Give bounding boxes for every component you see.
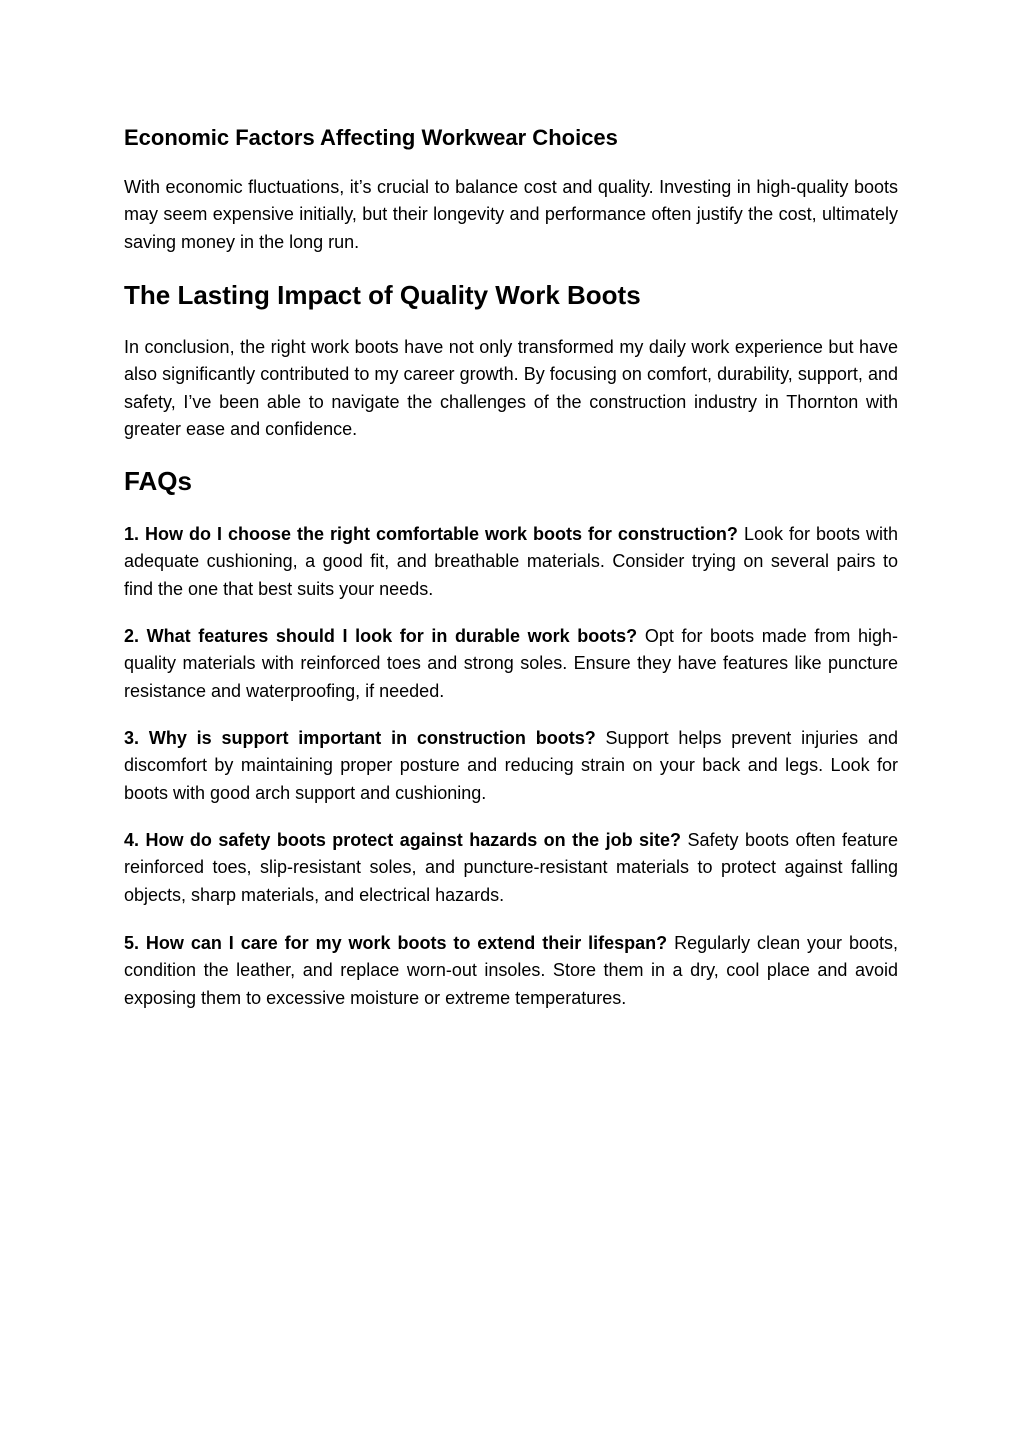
faq-item-2 (124, 623, 898, 705)
faq-question-3: 3. Why is support important in construction boots? (124, 728, 596, 748)
faq-answer-5: Regularly clean your boots, condition the leather, and replace worn-out insoles. Store them in a dry, cool place and avoid exposing them to excessive moisture or extreme temperatures. (124, 933, 898, 1008)
faq-answer-2: Opt for boots made from high-quality materials with reinforced toes and strong soles. Ensure they have features like puncture resistance and waterproofing, if needed. (124, 626, 898, 701)
faq-item-3 (124, 725, 898, 807)
faq-question-1: 1. How do I choose the right comfortable work boots for construction? (124, 524, 738, 544)
faq-item-1 (124, 521, 898, 603)
faq-question-4: 4. How do safety boots protect against hazards on the job site? (124, 830, 682, 850)
economic-paragraph: With economic fluctuations, it’s crucial to balance cost and quality. Investing in high-quality boots may seem expensive initially, but their longevity and performance often justify the cost, ultimately saving money in the long run. (124, 177, 898, 252)
economic-heading: Economic Factors Affecting Workwear Choices (124, 125, 618, 150)
faq-item-4 (124, 827, 898, 909)
faq-question-2: 2. What features should I look for in durable work boots? (124, 626, 638, 646)
faq-item-5 (124, 930, 898, 1012)
impact-heading: The Lasting Impact of Quality Work Boots (124, 280, 641, 310)
faq-answer-4: Safety boots often feature reinforced toes, slip-resistant soles, and puncture-resistant materials to protect against falling objects, sharp materials, and electrical hazards. (124, 830, 898, 905)
faq-answer-3: Support helps prevent injuries and discomfort by maintaining proper posture and reducing strain on your back and legs. Look for boots with good arch support and cushioning. (124, 728, 898, 803)
faq-answer-1: Look for boots with adequate cushioning, a good fit, and breathable materials. Consider trying on several pairs to find the one that best suits your needs. (124, 524, 898, 599)
faqs-heading: FAQs (124, 466, 192, 496)
faq-question-5: 5. How can I care for my work boots to extend their lifespan? (124, 933, 668, 953)
impact-paragraph: In conclusion, the right work boots have not only transformed my daily work experience but have also significantly contributed to my career growth. By focusing on comfort, durability, support, and safety, I’ve been able to navigate the challenges of the construction industry in Thornton with greater ease and confidence. (124, 337, 898, 439)
